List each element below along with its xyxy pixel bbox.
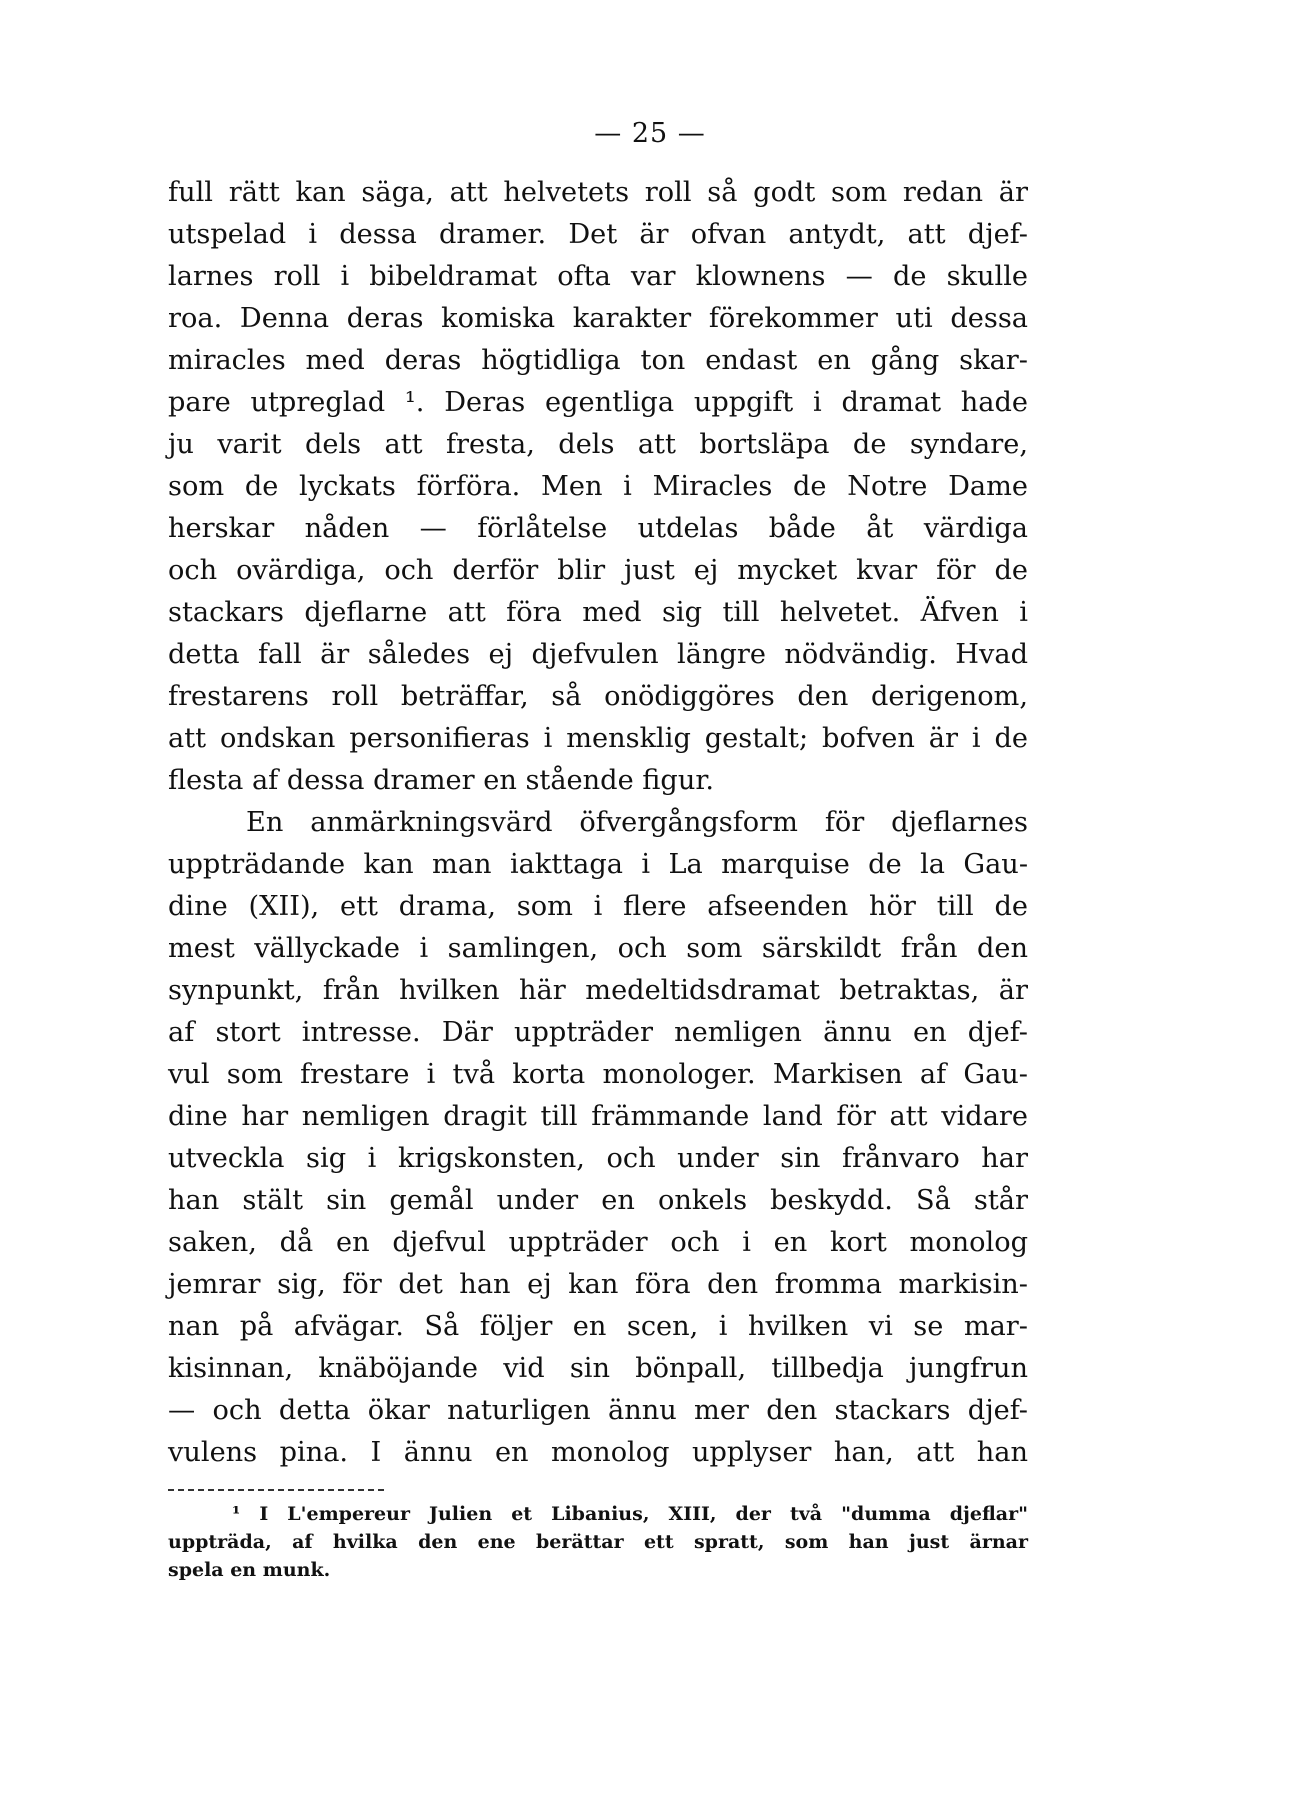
text-line: dine (XII), ett drama, som i flere afseenden hör till de — [168, 891, 1028, 922]
text-line: herskar nåden — förlåtelse utdelas både åt värdiga — [168, 513, 1028, 544]
text-line: han stält sin gemål under en onkels beskydd. Så står — [168, 1185, 1028, 1216]
text-line: full rätt kan säga, att helvetets roll så godt som redan är — [168, 177, 1028, 208]
text-line: af stort intresse. Där uppträder nemligen ännu en djef- — [168, 1017, 1028, 1048]
paragraph-first-line: En anmärkningsvärd öfvergångsform för djeflarnes — [246, 807, 1028, 838]
text-line: miracles med deras högtidliga ton endast en gång skar- — [168, 345, 1028, 376]
text-line: kisinnan, knäböjande vid sin bönpall, tillbedja jungfrun — [168, 1353, 1028, 1384]
footnote-divider — [168, 1489, 384, 1491]
text-line: att ondskan personifieras i mensklig gestalt; bofven är i de — [168, 723, 1028, 754]
text-line: saken, då en djefvul uppträder och i en kort monolog — [168, 1227, 1028, 1258]
text-line: ju varit dels att fresta, dels att bortsläpa de syndare, — [168, 429, 1028, 460]
text-line: vul som frestare i två korta monologer. Markisen af Gau- — [168, 1059, 1028, 1090]
footnote-line: ¹ I L'empereur Julien et Libanius, XIII, der två "dumma djeflar" — [232, 1503, 1028, 1525]
text-line: frestarens roll beträffar, så onödiggöres den derigenom, — [168, 681, 1028, 712]
text-line: dine har nemligen dragit till främmande land för att vidare — [168, 1101, 1028, 1132]
text-line: uppträdande kan man iakttaga i La marquise de la Gau- — [168, 849, 1028, 880]
footnote-line: spela en munk. — [168, 1559, 331, 1581]
body-text — [168, 172, 1028, 1474]
text-line: utveckla sig i krigskonsten, och under sin frånvaro har — [168, 1143, 1028, 1174]
text-line: detta fall är således ej djefvulen längre nödvändig. Hvad — [168, 639, 1028, 670]
text-line: pare utpreglad ¹. Deras egentliga uppgift i dramat hade — [168, 387, 1028, 418]
text-line: och ovärdiga, och derför blir just ej mycket kvar för de — [168, 555, 1028, 586]
text-line: — och detta ökar naturligen ännu mer den stackars djef- — [168, 1395, 1028, 1426]
text-line: roa. Denna deras komiska karakter förekommer uti dessa — [168, 303, 1028, 334]
text-line: jemrar sig, för det han ej kan föra den fromma markisin- — [168, 1269, 1028, 1300]
text-line: utspelad i dessa dramer. Det är ofvan antydt, att djef- — [168, 219, 1028, 250]
text-line: vulens pina. I ännu en monolog upplyser han, att han — [168, 1437, 1028, 1468]
page-number: — 25 — — [594, 118, 706, 149]
text-line: stackars djeflarne att föra med sig till helvetet. Äfven i — [168, 597, 1028, 628]
text-line: synpunkt, från hvilken här medeltidsdramat betraktas, är — [168, 975, 1028, 1006]
text-line: larnes roll i bibeldramat ofta var klownens — de skulle — [168, 261, 1028, 292]
text-line: mest vällyckade i samlingen, och som särskildt från den — [168, 933, 1028, 964]
footnote-line: uppträda, af hvilka den ene berättar ett spratt, som han just ärnar — [168, 1531, 1028, 1553]
text-line: flesta af dessa dramer en stående figur. — [168, 765, 714, 796]
text-line: nan på afvägar. Så följer en scen, i hvilken vi se mar- — [168, 1311, 1028, 1342]
text-line: som de lyckats förföra. Men i Miracles de Notre Dame — [168, 471, 1028, 502]
footnote — [168, 1500, 1028, 1584]
